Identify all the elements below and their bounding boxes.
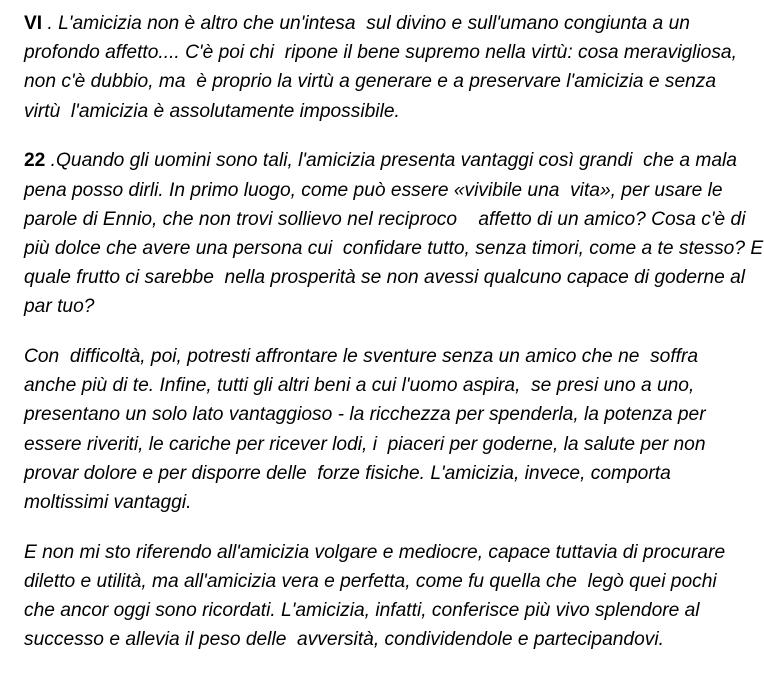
paragraph-line: presentano un solo lato vantaggioso - la ricchezza per spenderla, la potenza per <box>24 404 706 426</box>
paragraph-vi <box>24 9 754 126</box>
line-text: . L'amicizia non è altro che un'intesa sul divino e sull'umano congiunta a un <box>42 13 690 34</box>
paragraph-line: anche più di te. Infine, tutti gli altri beni a cui l'uomo aspira, se presi uno a uno, <box>24 375 695 397</box>
paragraph-line: E non mi sto riferendo all'amicizia volgare e mediocre, capace tuttavia di procurare <box>24 541 726 563</box>
paragraph-difficolta <box>24 342 754 517</box>
paragraph-line: virtù l'amicizia è assolutamente impossibile. <box>24 100 400 122</box>
paragraph-number: VI <box>24 13 43 34</box>
paragraph-line: più dolce che avere una persona cui confidare tutto, senza timori, come a te stesso? E <box>24 237 764 259</box>
paragraph-amicizia-vera <box>24 538 754 655</box>
paragraph-line: provar dolore e per disporre delle forze fisiche. L'amicizia, invece, comporta <box>24 462 671 484</box>
paragraph-line: quale frutto ci sarebbe nella prosperità se non avessi qualcuno capace di goderne al <box>24 267 746 289</box>
paragraph-22 <box>24 146 764 321</box>
paragraph-line <box>24 146 754 175</box>
document-body <box>24 9 764 675</box>
paragraph-line: diletto e utilità, ma all'amicizia vera e perfetta, come fu quella che legò quei pochi <box>24 570 717 592</box>
paragraph-line: parole di Ennio, che non trovi sollievo nel reciproco affetto di un amico? Cosa c'è di <box>24 208 746 230</box>
line-text: .Quando gli uomini sono tali, l'amicizia presenta vantaggi così grandi che a mala <box>45 150 737 172</box>
paragraph-line: non c'è dubbio, ma è proprio la virtù a generare e a preservare l'amicizia e senza <box>24 71 717 93</box>
paragraph-line: par tuo? <box>24 296 95 318</box>
paragraph-line: successo e allevia il peso delle avversità, condividendole e partecipandovi. <box>24 629 664 651</box>
paragraph-line <box>24 9 754 38</box>
paragraph-line: moltissimi vantaggi. <box>24 492 192 514</box>
paragraph-line: profondo affetto.... C'è poi chi ripone il bene supremo nella virtù: cosa meravigliosa, <box>24 42 737 64</box>
paragraph-number: 22 <box>24 150 46 172</box>
paragraph-line: essere riveriti, le cariche per ricever lodi, i piaceri per goderne, la salute per non <box>24 433 706 455</box>
paragraph-line: pena posso dirli. In primo luogo, come può essere «vivibile una vita», per usare le <box>24 179 723 201</box>
paragraph-line: che ancor oggi sono ricordati. L'amicizia, infatti, conferisce più vivo splendore al <box>24 600 700 622</box>
paragraph-line: Con difficoltà, poi, potresti affrontare le sventure senza un amico che ne soffra <box>24 346 699 368</box>
